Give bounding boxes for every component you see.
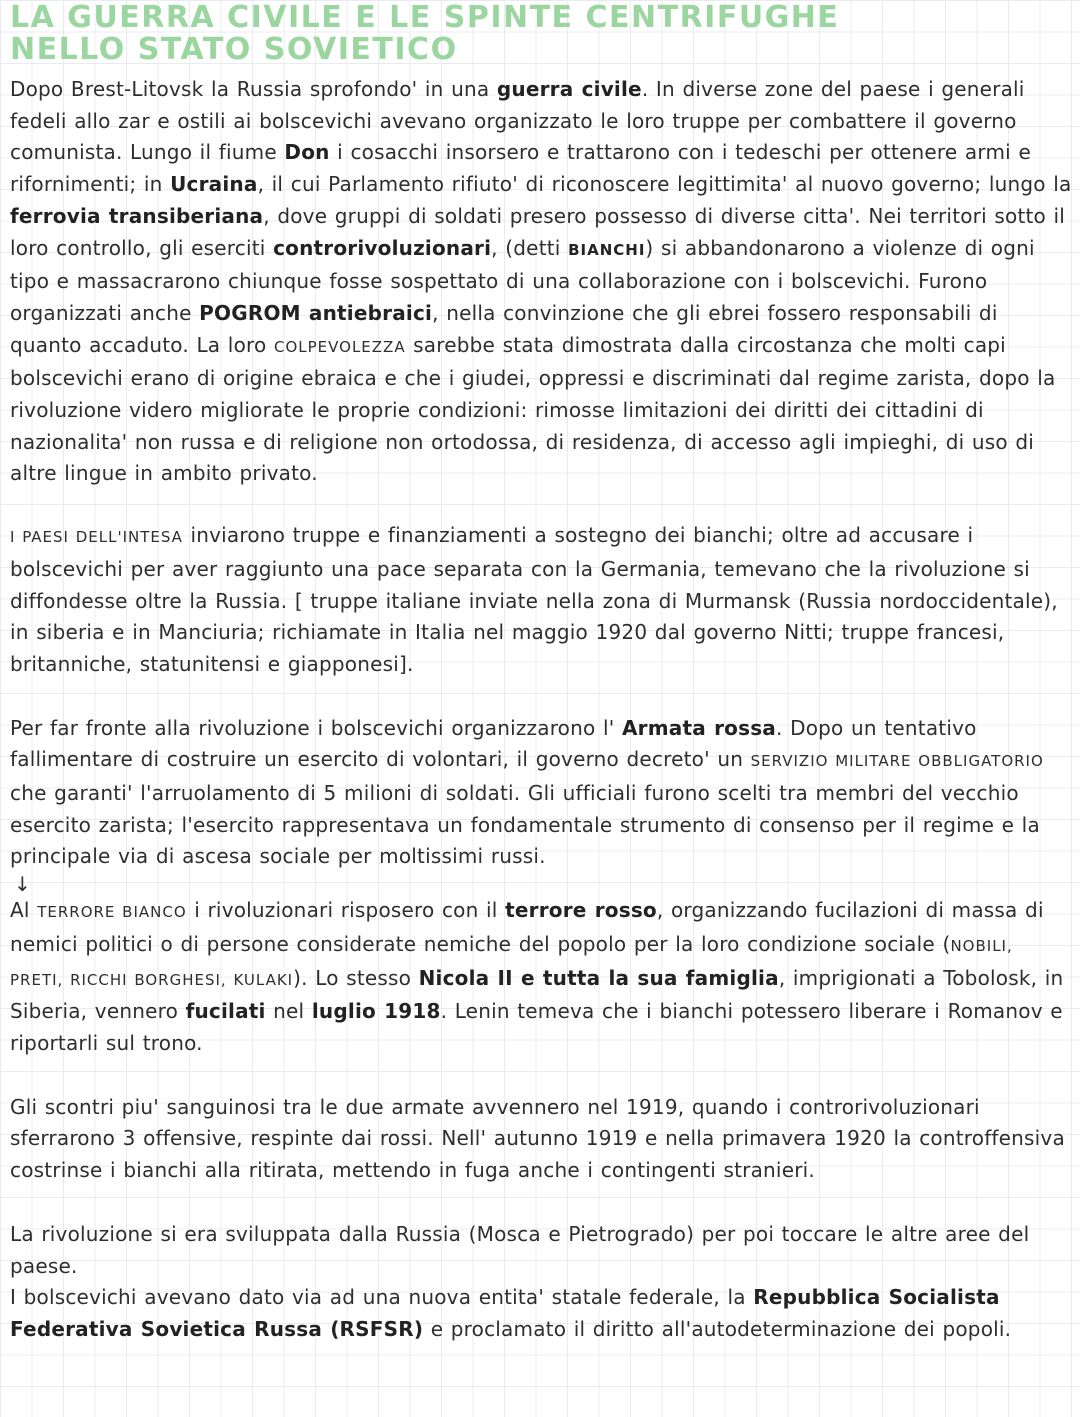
smallcaps-term: COLPEVOLEZZA — [273, 337, 406, 356]
highlight-term: controrivoluzionari — [273, 235, 492, 260]
page-title — [10, 0, 1072, 66]
text: . Lenin temeva che i bianchi potessero liberare i Romanov e riportarli sul trono. — [10, 999, 1063, 1055]
highlight-term: BIANCHI — [568, 240, 646, 259]
text: ) si abbandonarono a violenze di ogni tipo e massacrarono chiunque fosse sospettato di una collaborazione con i bolscevichi. Furono organizzati anche — [10, 235, 1035, 325]
text: che garanti' l'arruolamento di 5 milioni di soldati. Gli ufficiali furono scelti tra membri del vecchio esercito zarista; l'esercito rappresentava un fondamentale strumento di consenso per il regime e la principale via di ascesa sociale per moltissimi russi. — [10, 781, 1040, 869]
smallcaps-term: TERRORE BIANCO — [37, 903, 187, 922]
text: i rivoluzionari risposero con il — [186, 898, 506, 923]
paragraph-revolution-spread — [10, 1219, 1072, 1282]
text: , imprigionati a Tobolosk, in Siberia, vennero — [10, 965, 1064, 1024]
text: , il cui Parlamento rifiuto' di riconoscere legittimita' al nuovo governo; lungo la — [257, 172, 1072, 197]
text: I bolscevichi avevano dato via ad una nuova entita' statale federale, la — [10, 1285, 754, 1310]
paragraph-rsfsr — [10, 1282, 1072, 1345]
text: , dove gruppi di soldati presero possesso di diverse citta'. Nei territori sotto il loro controllo, gli eserciti — [10, 203, 1066, 260]
highlight-term: Repubblica Socialista Federativa Sovietica Russa (RSFSR) — [10, 1285, 1000, 1341]
paragraph-entente — [10, 520, 1072, 681]
text: , (detti — [491, 235, 569, 260]
title-line-2: NELLO STATO SOVIETICO — [10, 32, 458, 67]
highlight-term: Nicola II e tutta la sua famiglia — [418, 965, 779, 990]
text: . In diverse zone del paese i generali fedeli allo zar e ostili ai bolscevichi avevano organizzato le loro truppe per combattere il governo comunista. Lungo il fiume — [10, 77, 1025, 165]
text: i cosacchi insorsero e trattarono con i tedeschi per ottenere armi e rifornimenti; in — [10, 140, 1031, 197]
text: . Dopo un tentativo fallimentare di costruire un esercito di volontari, il governo decreto' un — [10, 715, 977, 772]
text: , nella convinzione che gli ebrei fossero responsabili di quanto accaduto. La loro — [10, 300, 998, 357]
highlight-term: fucilati — [185, 999, 266, 1024]
smallcaps-term: SERVIZIO MILITARE OBBLIGATORIO — [750, 752, 1044, 771]
notes-page — [10, 0, 1072, 1417]
text: , organizzando fucilazioni di massa di nemici politici o di persone considerate nemiche del popolo per la loro condizione sociale ( — [10, 898, 1044, 956]
highlight-term: Don — [284, 140, 330, 165]
highlight-term: ferrovia transiberiana — [10, 203, 264, 228]
paragraph-red-army — [10, 713, 1072, 874]
paragraph-offensives — [10, 1092, 1072, 1187]
highlight-term: luglio 1918 — [311, 999, 441, 1024]
title-line-1: LA GUERRA CIVILE E LE SPINTE CENTRIFUGHE — [10, 0, 840, 35]
text: Al — [10, 898, 38, 923]
highlight-term: POGROM antiebraici — [199, 300, 433, 325]
highlight-term: Armata rossa — [622, 715, 777, 740]
text: ). Lo stesso — [293, 965, 419, 990]
smallcaps-term: I PAESI DELL'INTESA — [10, 528, 183, 547]
paragraph-civil-war — [10, 74, 1072, 490]
text: Gli scontri piu' sanguinosi tra le due armate avvennero nel 1919, quando i controrivoluzionari sferrarono 3 offensive, respinte dai rossi. Nell' autunno 1919 e nella primavera 1920 la controffensiva costrinse i bianchi alla ritirata, mettendo in fuga anche i contingenti stranieri. — [10, 1094, 1065, 1183]
text: La rivoluzione si era sviluppata dalla Russia (Mosca e Pietrogrado) per poi toccare le altre aree del paese. — [10, 1221, 1030, 1278]
text: e proclamato il diritto all'autodeterminazione dei popoli. — [423, 1316, 1012, 1341]
text: nel — [265, 999, 312, 1024]
paragraph-red-terror — [10, 895, 1072, 1060]
text: sarebbe stata dimostrata dalla circostanza che molti capi bolscevichi erano di origine ebraica e che i giudei, oppressi e discriminati dal regime zarista, dopo la rivoluzione videro migliorate le proprie condizioni: rimosse limitazioni dei diritti dei cittadini di nazionalita' non russa e di religione non ortodossa, di residenza, di accesso agli impieghi, di uso di altre lingue in ambito privato. — [10, 332, 1056, 486]
down-arrow-icon: ↓ — [14, 872, 31, 897]
smallcaps-term: NOBILI, PRETI, RICCHI BORGHESI, KULAKI — [10, 936, 1013, 989]
text: Dopo Brest-Litovsk la Russia sprofondo' in una — [10, 77, 497, 101]
text: inviarono truppe e finanziamenti a sostegno dei bianchi; oltre ad accusare i bolscevichi per aver raggiunto una pace separata con la Germania, temevano che la rivoluzione si diffondesse oltre la Russia. [ truppe italiane inviate nella zona di Murmansk (Russia nordoccidentale), in siberia e in Manciuria; richiamate in Italia nel maggio 1920 dal governo Nitti; truppe francesi, britanniche, statunitensi e giapponesi]. — [10, 523, 1058, 676]
text: Per far fronte alla rivoluzione i bolscevichi organizzarono l' — [10, 715, 622, 740]
highlight-term: terrore rosso — [505, 898, 657, 923]
highlight-term: guerra civile — [496, 77, 642, 101]
highlight-term: Ucraina — [170, 172, 258, 197]
